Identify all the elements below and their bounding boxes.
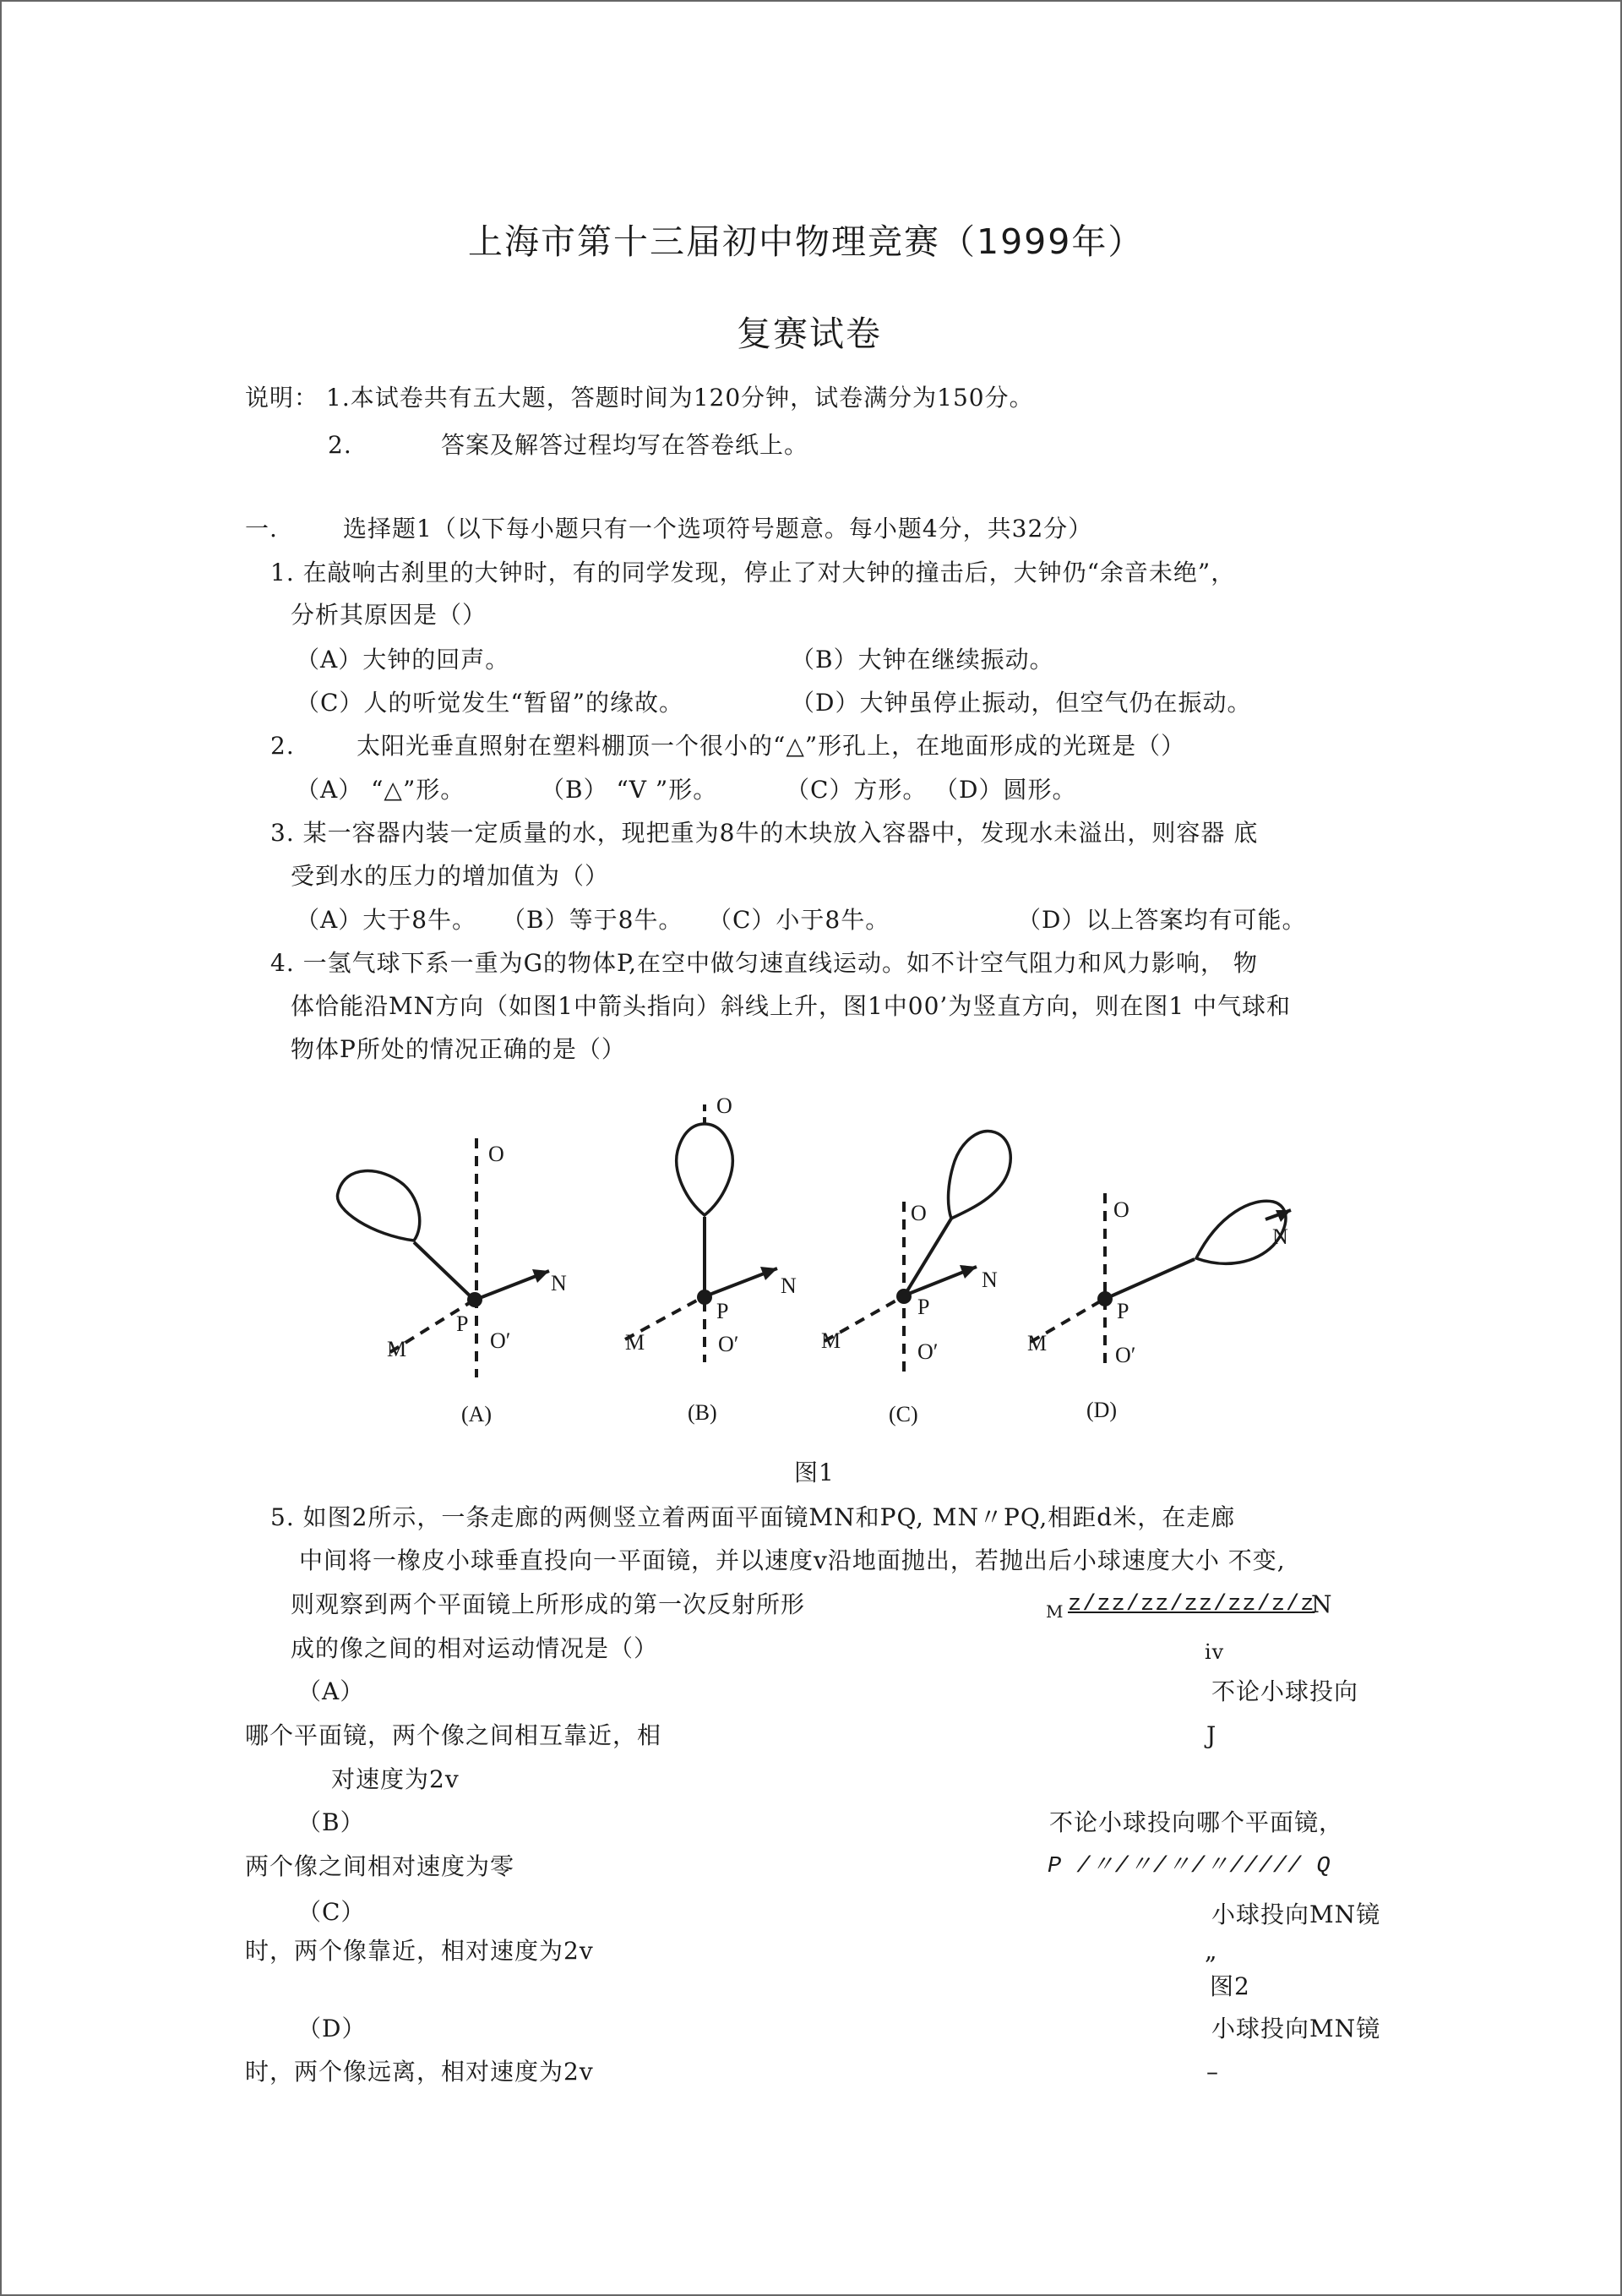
q3-option-c: （C）小于8牛。	[708, 906, 890, 934]
fig1b-label-n: N	[781, 1273, 797, 1298]
fig1c-balloon	[949, 1132, 1011, 1219]
q5-text-line3: 则观察到两个平面镜上所形成的第一次反射所形	[291, 1590, 806, 1618]
notes-item-2-num: 2.	[328, 431, 352, 459]
q1-text-line2: 分析其原因是（）	[291, 601, 487, 629]
q5-option-c-text: 时，两个像靠近，相对速度为2v	[245, 1937, 594, 1965]
q3-option-b: （B）等于8牛。	[502, 906, 683, 934]
q3-text-line2: 受到水的压力的增加值为（）	[291, 862, 610, 890]
q1-option-a: （A）大钟的回声。	[296, 646, 510, 674]
q5-option-b-text: 两个像之间相对速度为零	[245, 1852, 515, 1880]
fig1b-object-p	[697, 1290, 712, 1305]
q2-option-c: （C）方形。	[786, 776, 928, 804]
fig1c-object-p	[896, 1289, 912, 1304]
q3-option-a: （A）大于8牛。	[296, 906, 477, 934]
fig2-dash-mark: –	[1206, 2058, 1219, 2086]
fig2-side-text-c: 小球投向MN镜	[1211, 1901, 1381, 1928]
fig2-quote-mark: „	[1205, 1937, 1218, 1965]
fig2-side-text-d: 小球投向MN镜	[1211, 2015, 1381, 2042]
notes-item-2: 答案及解答过程均写在答卷纸上。	[441, 431, 809, 459]
q1-option-b: （B）大钟在继续振动。	[791, 646, 1054, 674]
fig2-mirror-pq: P /〃/〃/〃/〃///// Q	[1048, 1854, 1331, 1879]
q4-text-line2: 体恰能沿MN方向（如图1中箭头指向）斜线上升，图1中00’为竖直方向，则在图1 中气球和	[291, 992, 1292, 1020]
q5-option-a-text: 哪个平面镜，两个像之间相互靠近，相	[245, 1721, 662, 1749]
fig1-panel-c-label: (C)	[889, 1402, 918, 1426]
fig1d-tether	[1105, 1259, 1195, 1299]
q5-text-line2: 中间将一橡皮小球垂直投向一平面镜，并以速度v沿地面抛出，若抛出后小球速度大小 不变,	[299, 1546, 1286, 1574]
section-heading: 选择题1（以下每小题只有一个选项符号题意。每小题4分，共32分）	[343, 515, 1093, 543]
fig1a-label-o: O	[488, 1142, 504, 1166]
fig2-mirror-n-label: N	[1311, 1590, 1333, 1618]
fig1b-label-p: P	[716, 1299, 729, 1323]
q2-text: 太阳光垂直照射在塑料棚顶一个很小的“△”形孔上，在地面形成的光斑是（）	[357, 732, 1186, 760]
fig1c-label-n: N	[982, 1268, 998, 1292]
fig2-side-text-a: 不论小球投向	[1211, 1677, 1359, 1705]
fig1d-label-n: N	[1272, 1224, 1288, 1249]
fig2-mirror-mn: z/zz/zz/zz/zz/z/z	[1068, 1592, 1315, 1617]
fig1d-label-m: M	[1027, 1331, 1048, 1355]
fig1b-label-o: O	[716, 1093, 732, 1118]
fig1a-object-p	[467, 1292, 482, 1307]
fig1-panel-a-label: (A)	[461, 1402, 493, 1426]
fig1d-label-o-prime: O′	[1115, 1343, 1136, 1367]
page-subtitle: 复赛试卷	[737, 314, 882, 354]
q5-option-a-continued: 对速度为2v	[331, 1765, 460, 1793]
fig1-panel-b-label: (B)	[688, 1400, 717, 1425]
q5-text-line4: 成的像之间的相对运动情况是（）	[291, 1634, 659, 1662]
q5-option-a-label: （A）	[297, 1677, 365, 1705]
q5-option-d-label: （D）	[297, 2015, 367, 2042]
q2-option-a: （A） “△”形。	[296, 776, 465, 804]
fig1b-label-m: M	[625, 1330, 645, 1355]
q5-text-line1: 5. 如图2所示，一条走廊的两侧竖立着两面平面镜MN和PQ, MN〃PQ,相距d米，在走廊	[270, 1503, 1236, 1531]
section-number: 一.	[245, 515, 278, 543]
fig2-mirror-m-label: M	[1046, 1601, 1064, 1622]
fig1b-arrowhead	[760, 1267, 777, 1280]
fig1-panel-d-label: (D)	[1086, 1398, 1118, 1422]
fig1b-balloon	[677, 1124, 733, 1215]
fig1a-label-m: M	[387, 1337, 407, 1361]
fig1c-label-p: P	[917, 1295, 930, 1319]
fig1c-arrowhead	[960, 1265, 977, 1279]
fig1c-label-o: O	[911, 1201, 927, 1225]
q2-option-b: （B） “V ”形。	[541, 776, 718, 804]
q1-option-c: （C）人的听觉发生“暂留”的缘故。	[296, 689, 684, 717]
notes-label: 说明：	[245, 384, 319, 412]
fig1a-label-n: N	[551, 1271, 567, 1295]
q4-text-line3: 物体P所处的情况正确的是（）	[291, 1035, 626, 1063]
fig1a-balloon	[337, 1171, 419, 1241]
q2-option-d: （D）圆形。	[934, 776, 1077, 804]
fig1d-label-p: P	[1117, 1299, 1129, 1323]
fig1d-object-p	[1097, 1291, 1113, 1306]
q5-option-d-text: 时，两个像远离，相对速度为2v	[245, 2058, 594, 2086]
fig1a-label-o-prime: O′	[490, 1328, 511, 1353]
notes-item-1: 1.本试卷共有五大题，答题时间为120分钟，试卷满分为150分。	[326, 384, 1034, 412]
fig1c-label-m: M	[821, 1328, 841, 1353]
q1-text-line1: 1. 在敲响古刹里的大钟时，有的同学发现，停止了对大钟的撞击后，大钟仍“余音未绝”，	[270, 559, 1236, 586]
fig1d-label-o: O	[1113, 1197, 1129, 1222]
figure-2-caption: 图2	[1210, 1972, 1250, 2000]
q2-number: 2.	[270, 732, 295, 760]
fig2-iv-mark: iv	[1205, 1640, 1225, 1664]
fig1a-label-p: P	[456, 1312, 469, 1336]
fig1a-tether	[414, 1242, 473, 1299]
figure-1-caption: 图1	[794, 1459, 835, 1486]
q3-option-d: （D）以上答案均有可能。	[1017, 906, 1307, 934]
fig2-j-mark: J	[1206, 1721, 1217, 1749]
fig2-side-text-b: 不论小球投向哪个平面镜，	[1049, 1808, 1344, 1836]
q3-text-line1: 3. 某一容器内装一定质量的水，现把重为8牛的木块放入容器中，发现水未溢出，则容器 底	[270, 819, 1259, 847]
fig1a-arrowhead	[532, 1269, 549, 1283]
page-title: 上海市第十三届初中物理竞赛（1999年）	[468, 221, 1145, 262]
fig1b-label-o-prime: O′	[718, 1332, 739, 1356]
fig1c-label-o-prime: O′	[917, 1339, 939, 1364]
q5-option-b-label: （B）	[297, 1808, 365, 1836]
figure-1	[2, 2, 1622, 1455]
q4-text-line1: 4. 一氢气球下系一重为G的物体P,在空中做匀速直线运动。如不计空气阻力和风力影响， 物	[270, 949, 1258, 977]
q1-option-d: （D）大钟虽停止振动，但空气仍在振动。	[791, 689, 1252, 717]
q5-option-c-label: （C）	[297, 1898, 366, 1926]
